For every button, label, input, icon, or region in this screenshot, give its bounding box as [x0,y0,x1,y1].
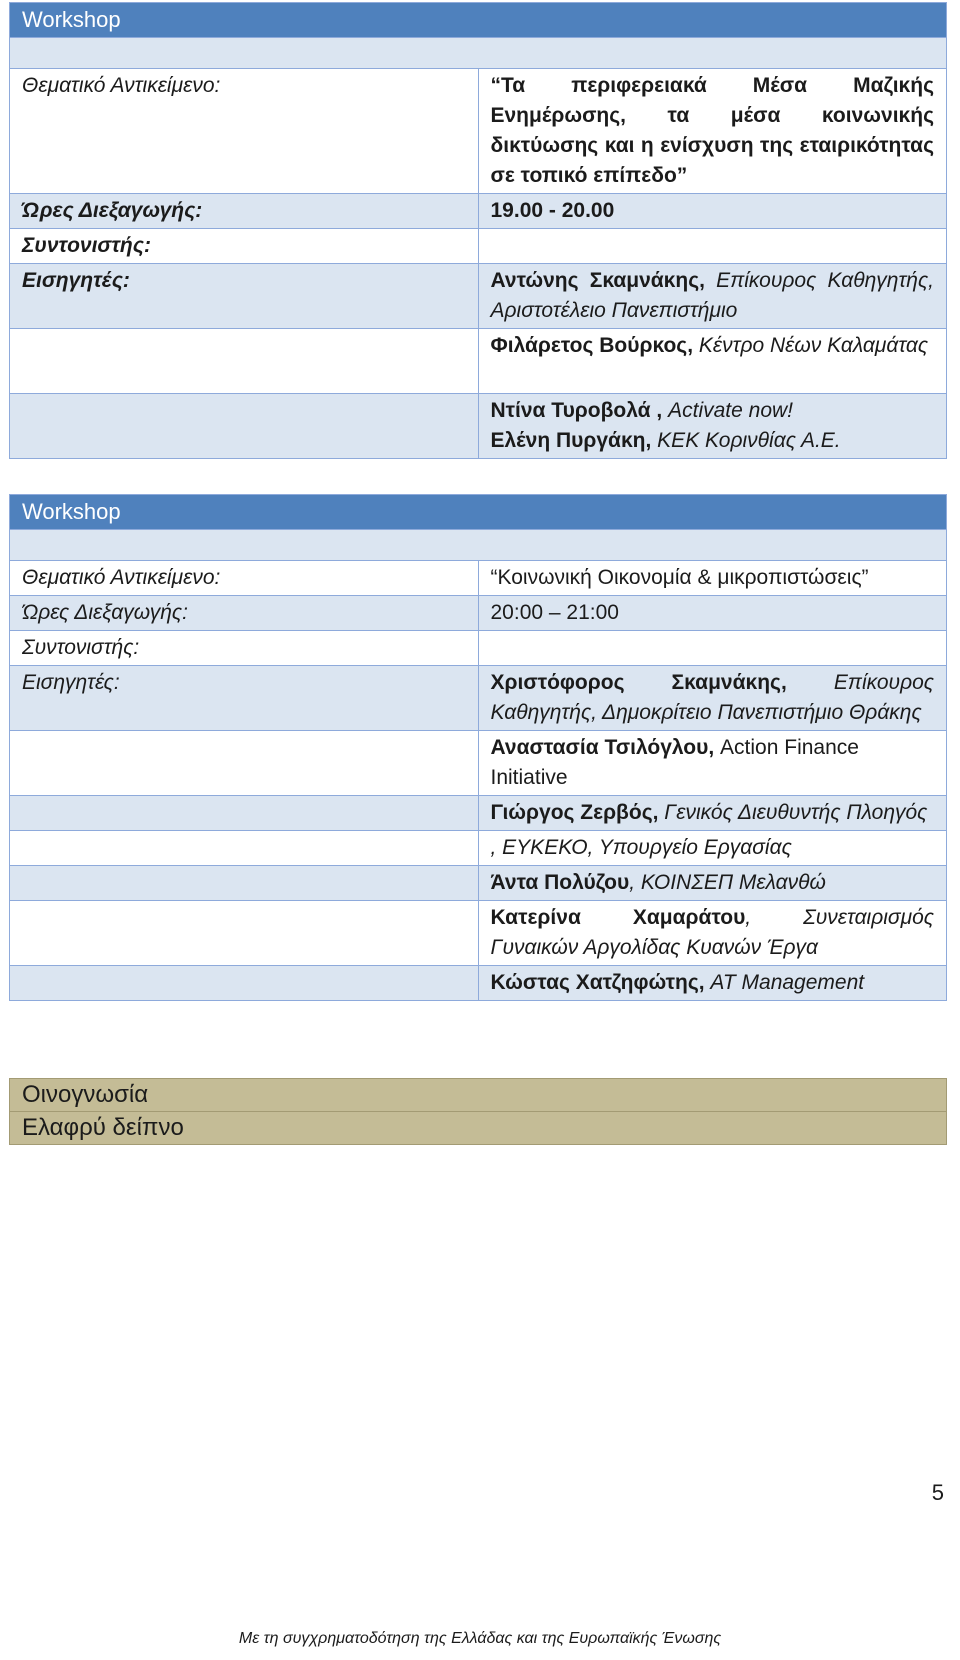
speaker-entry [478,394,947,459]
speaker-name: Χριστόφορος Σκαμνάκης, [490,671,787,694]
page-number: 5 [931,1480,944,1505]
speaker-entry [478,666,947,731]
workshop-2-table [9,494,947,1001]
speaker-name: Άντα Πολύζου [490,871,630,894]
speaker-affiliation: Επίκουρος Καθηγητής, Αριστοτέλειο Πανεπιστήμιο [490,269,935,322]
workshop-1-table [9,2,947,459]
speaker-entry [478,866,947,901]
topic-label: Θεματικό Αντικείμενο: [10,561,479,596]
speaker-entry [478,901,947,966]
speaker-entry [478,966,947,1001]
speaker-entry [478,329,947,394]
refreshments-table [9,1078,947,1145]
speaker-name: Κατερίνα Χαμαράτου [490,906,746,929]
speaker-name: Ντίνα Τυροβολά , [490,399,663,422]
speaker-affiliation: , ΕΥΚΕΚΟ, Υπουργείο Εργασίας [490,836,792,859]
speaker-name: Αντώνης Σκαμνάκης, [490,269,705,292]
workshop-1-coordinator [478,229,947,264]
speaker-entry [478,796,947,831]
speaker-affiliation: AT Management [704,971,865,994]
workshop-2-header: Workshop [10,495,947,530]
wine-tasting-item: Οινογνωσία [10,1079,947,1112]
hours-label: Ώρες Διεξαγωγής: [10,194,479,229]
speaker-entry [478,264,947,329]
blank-row [10,530,947,561]
blank-row [10,38,947,69]
speaker-affiliation: Activate now! [662,399,793,422]
topic-label: Θεματικό Αντικείμενο: [10,69,479,194]
workshop-2-hours: 20:00 – 21:00 [478,596,947,631]
hours-label: Ώρες Διεξαγωγής: [10,596,479,631]
speaker-affiliation: Action Finance Initiative [490,736,859,789]
workshop-1-hours: 19.00 - 20.00 [478,194,947,229]
speaker-affiliation: Κέντρο Νέων Καλαμάτας [693,334,929,357]
footer-note: Με τη συγχρηματοδότηση της Ελλάδας και της Ευρωπαϊκής Ένωσης [238,1630,722,1647]
speaker-affiliation: , Συνεταιρισμός Γυναικών Αργολίδας Κυανών Έργα [490,906,934,959]
workshop-1-header: Workshop [10,3,947,38]
speaker-name: Φιλάρετος Βούρκος, [490,334,694,357]
speaker-affiliation: , ΚΟΙΝΣΕΠ Μελανθώ [629,871,826,894]
speaker-affiliation: ΚΕΚ Κορινθίας Α.Ε. [651,429,841,452]
speaker-entry [478,831,947,866]
light-dinner-item: Ελαφρύ δείπνο [10,1112,947,1145]
speaker-affiliation: Γενικός Διευθυντής Πλοηγός [658,801,928,824]
speaker-name: Ελένη Πυργάκη, [490,429,652,452]
speaker-entry [478,731,947,796]
speakers-label: Εισηγητές: [10,666,479,731]
coordinator-label: Συντονιστής: [10,229,479,264]
workshop-2-coordinator [478,631,947,666]
speaker-affiliation: Επίκουρος Καθηγητής, Δημοκρίτειο Πανεπιστήμιο Θράκης [490,671,935,724]
speaker-name: Κώστας Χατζηφώτης, [490,971,705,994]
coordinator-label: Συντονιστής: [10,631,479,666]
workshop-1-topic: “Τα περιφερειακά Μέσα Μαζικής Ενημέρωσης, τα μέσα κοινωνικής δικτύωσης και η ενίσχυση της εταιρικότητας σε τοπικό επίπεδο” [478,69,947,194]
workshop-2-topic: “Κοινωνική Οικονομία & μικροπιστώσεις” [478,561,947,596]
speaker-name: Αναστασία Τσιλόγλου, [490,736,715,759]
speakers-label: Εισηγητές: [10,264,479,329]
speaker-name: Γιώργος Ζερβός, [490,801,659,824]
